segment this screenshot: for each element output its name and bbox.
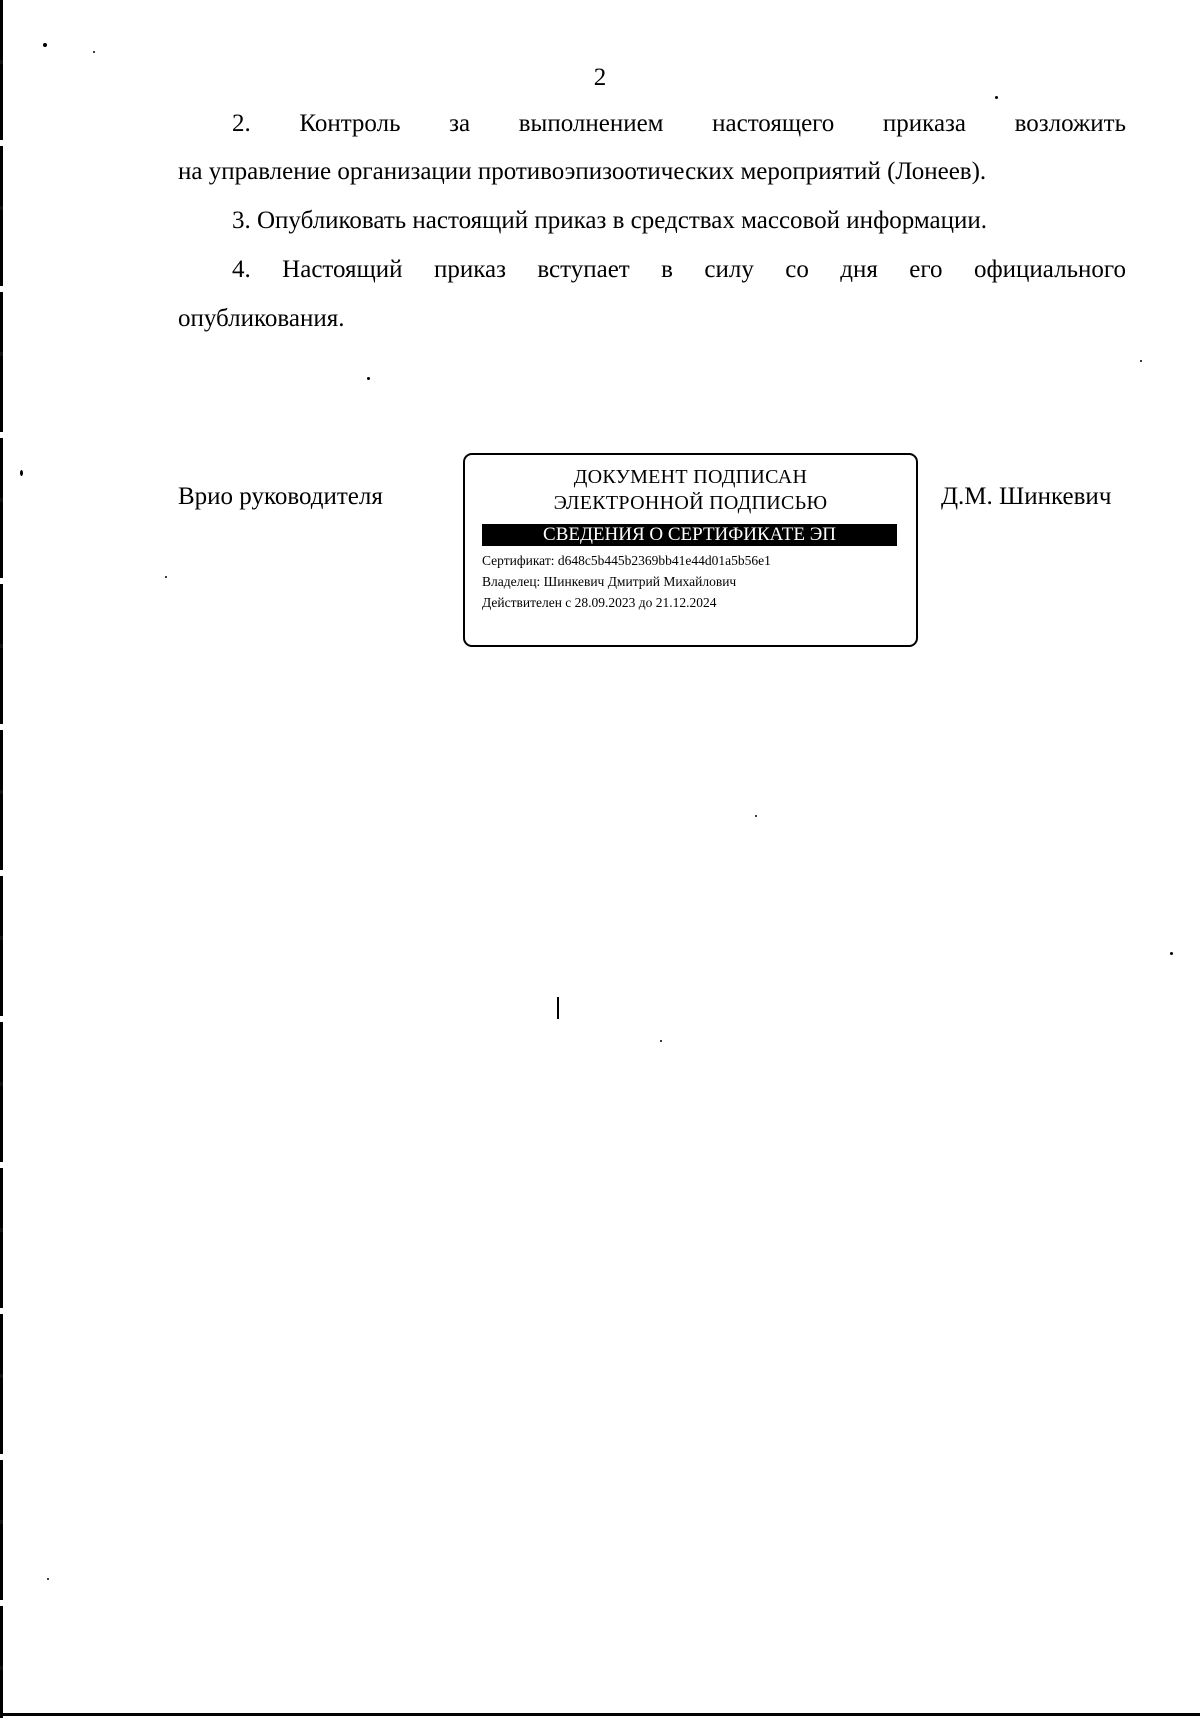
scan-speck	[93, 51, 95, 53]
scan-speck	[1140, 360, 1142, 362]
stamp-certificate-header: СВЕДЕНИЯ О СЕРТИФИКАТЕ ЭП	[482, 524, 897, 546]
paragraph-text: 3. Опубликовать настоящий приказ в средствах массовой информации.	[232, 207, 988, 234]
scan-speck	[755, 815, 757, 817]
paragraph-text: 2. Контроль за выполнением настоящего приказа возложить	[232, 110, 1126, 137]
scan-edge-left	[0, 0, 3, 1718]
paragraph-text: опубликования.	[178, 305, 345, 332]
scan-speck	[557, 997, 559, 1019]
stamp-certificate-id: Сертификат: d648c5b445b2369bb41e44d01a5b56e1	[482, 553, 771, 568]
paragraph-4-line-1	[178, 246, 1126, 294]
scan-speck	[165, 576, 167, 578]
scan-speck	[43, 43, 47, 47]
scan-speck	[1170, 952, 1173, 955]
paragraph-text: на управление организации противоэпизоотических мероприятий (Лонеев).	[178, 158, 987, 185]
paragraph-3	[178, 197, 1126, 245]
signatory-position: Врио руководителя	[178, 483, 383, 510]
scan-speck	[47, 1578, 49, 1580]
stamp-title-line-2: ЭЛЕКТРОННОЙ ПОДПИСЬЮ	[553, 492, 828, 514]
paragraph-2-line-2	[178, 148, 1126, 196]
stamp-owner: Владелец: Шинкевич Дмитрий Михайлович	[482, 574, 737, 589]
paragraph-4-line-2	[178, 295, 1126, 343]
paragraph-text: 4. Настоящий приказ вступает в силу со дня его официального	[232, 256, 1126, 283]
scan-speck	[660, 1040, 662, 1042]
page-number: 2	[593, 64, 607, 91]
electronic-signature-stamp	[463, 453, 918, 647]
stamp-validity: Действителен с 28.09.2023 до 21.12.2024	[482, 595, 717, 610]
signatory-name: Д.М. Шинкевич	[941, 483, 1112, 510]
scan-speck	[20, 470, 23, 476]
scan-speck	[367, 377, 370, 380]
scan-edge-bottom	[0, 1713, 1200, 1716]
scan-speck	[995, 96, 998, 99]
stamp-title-line-1: ДОКУМЕНТ ПОДПИСАН	[573, 466, 808, 488]
paragraph-2-line-1	[178, 100, 1126, 148]
